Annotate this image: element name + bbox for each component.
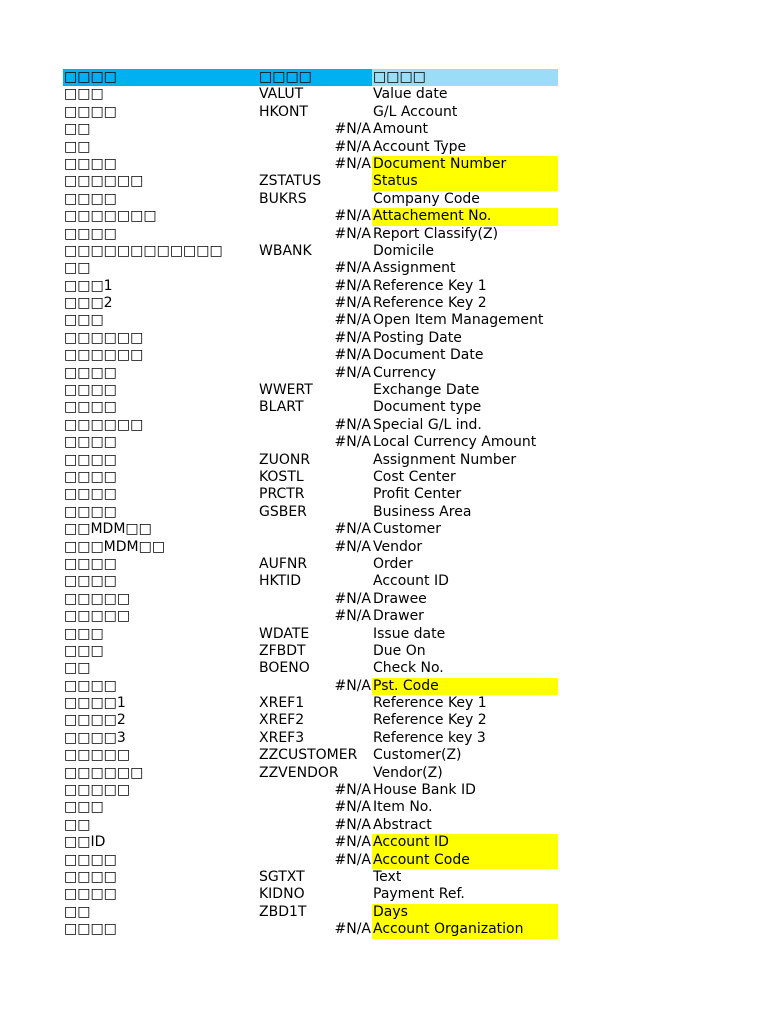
table-row [63,452,558,469]
field-code-text: AUFNR [259,555,308,572]
cell-english-name: Attachement No. [372,208,558,225]
cell-chinese-name: □□□2 [64,295,113,312]
cell-field-code [259,869,372,886]
cell-chinese-name: □□□□ [64,868,117,885]
cell-english-name: Account Code [372,852,558,869]
table-row [63,782,558,799]
cell-english-name: Reference Key 2 [373,295,487,312]
cell-english-name: Abstract [373,816,432,833]
header-cell-english-name: □□□□ [372,69,558,86]
field-code-text: WBANK [259,242,312,259]
cell-english-name: Report Classify(Z) [373,225,499,242]
cell-english-name: Profit Center [373,486,462,503]
cell-field-code [259,121,372,138]
cell-chinese-name: □□□□ [64,190,117,207]
field-code-text: HKTID [259,573,302,590]
cell-field-code [259,521,372,538]
table-row [63,86,558,103]
cell-chinese-name: □□□□ [64,225,117,242]
lookup-error-text: #N/A [334,277,371,294]
field-code-text: HKONT [259,103,308,120]
cell-chinese-name: □□□□ [64,555,117,572]
cell-field-code [259,312,372,329]
cell-field-code [259,452,372,469]
cell-field-code [259,799,372,816]
cell-field-code [259,747,372,764]
cell-chinese-name: □□□□ [64,399,117,416]
table-row [63,504,558,521]
cell-english-name: Assignment [373,260,456,277]
field-code-text: WDATE [259,625,310,642]
cell-english-name: Business Area [373,503,472,520]
table-row [63,295,558,312]
lookup-error-text: #N/A [334,121,371,138]
lookup-error-text: #N/A [334,590,371,607]
cell-field-code [259,226,372,243]
cell-field-code [259,347,372,364]
cell-field-code [259,156,372,173]
table-row [63,347,558,364]
field-code-text: BUKRS [259,190,307,207]
cell-english-name: Account Organization [372,921,558,938]
cell-english-name: Due On [373,642,426,659]
cell-chinese-name: □□□□ [64,486,117,503]
cell-english-name: Reference Key 1 [373,695,487,712]
field-code-text: BLART [259,399,304,416]
cell-english-name: Amount [373,121,429,138]
table-row [63,191,558,208]
cell-english-name: Document Date [373,347,484,364]
cell-english-name: Text [373,868,402,885]
cell-field-code [259,660,372,677]
cell-english-name: Company Code [373,190,480,207]
cell-chinese-name: □□□□ [64,921,117,938]
cell-english-name: Reference key 3 [373,729,486,746]
cell-english-name: Special G/L ind. [373,416,482,433]
cell-english-name: Posting Date [373,329,462,346]
table-row [63,869,558,886]
cell-field-code [259,730,372,747]
table-row [63,173,558,190]
cell-field-code [259,486,372,503]
table-row [63,626,558,643]
cell-chinese-name: □□□□ [64,155,117,172]
lookup-error-text: #N/A [334,208,371,225]
cell-english-name: Document type [373,399,482,416]
table-body [63,86,558,938]
field-code-text: KOSTL [259,468,304,485]
table-row [63,312,558,329]
cell-english-name: Account ID [372,834,558,851]
header-cell-field-code: □□□□ [259,69,372,86]
table-row [63,765,558,782]
cell-english-name: Reference Key 1 [373,277,487,294]
table-row [63,591,558,608]
cell-chinese-name: □□□1 [64,277,113,294]
field-code-text: ZSTATUS [259,173,322,190]
cell-field-code [259,191,372,208]
cell-chinese-name: □□MDM□□ [64,521,152,538]
field-code-text: KIDNO [259,886,305,903]
cell-field-code [259,852,372,869]
cell-field-code [259,208,372,225]
lookup-error-text: #N/A [334,921,371,938]
table-row [63,139,558,156]
cell-field-code [259,173,372,190]
cell-field-code [259,643,372,660]
cell-field-code [259,904,372,921]
cell-chinese-name: □□□□□□□□□□□□ [64,242,223,259]
table-row [63,365,558,382]
lookup-error-text: #N/A [334,295,371,312]
table-row [63,904,558,921]
cell-chinese-name: □□□□ [64,468,117,485]
cell-chinese-name: □□ [64,660,91,677]
cell-chinese-name: □□□□□ [64,590,131,607]
cell-field-code [259,417,372,434]
lookup-error-text: #N/A [334,347,371,364]
lookup-error-text: #N/A [334,434,371,451]
table-row [63,260,558,277]
cell-chinese-name: □□□MDM□□ [64,538,166,555]
cell-english-name: Drawer [373,608,424,625]
cell-english-name: House Bank ID [373,782,476,799]
cell-chinese-name: □□□□□□ [64,416,144,433]
cell-english-name: Assignment Number [373,451,517,468]
cell-field-code [259,695,372,712]
table-row [63,486,558,503]
cell-english-name: Vendor(Z) [373,764,443,781]
field-code-text: XREF2 [259,712,305,729]
lookup-error-text: #N/A [334,521,371,538]
cell-chinese-name: □□ [64,121,91,138]
table-row [63,730,558,747]
cell-english-name: Domicile [373,242,434,259]
cell-field-code [259,765,372,782]
cell-field-code [259,886,372,903]
table-row [63,921,558,938]
lookup-error-text: #N/A [334,538,371,555]
field-code-text: WWERT [259,382,313,399]
cell-english-name: Open Item Management [373,312,544,329]
lookup-error-text: #N/A [334,312,371,329]
cell-field-code [259,365,372,382]
cell-english-name: Reference Key 2 [373,712,487,729]
spreadsheet-table [63,69,558,939]
cell-field-code [259,782,372,799]
table-row [63,660,558,677]
cell-chinese-name: □□□□2 [64,712,126,729]
cell-chinese-name: □□□□□□ [64,329,144,346]
cell-english-name: Days [372,904,558,921]
table-row [63,678,558,695]
table-row [63,521,558,538]
cell-field-code [259,608,372,625]
lookup-error-text: #N/A [334,816,371,833]
cell-chinese-name: □□□□□ [64,782,131,799]
cell-field-code [259,678,372,695]
lookup-error-text: #N/A [334,260,371,277]
cell-english-name: Value date [373,86,448,103]
cell-field-code [259,573,372,590]
cell-chinese-name: □□□□ [64,364,117,381]
table-row [63,643,558,660]
cell-english-name: Drawee [373,590,427,607]
cell-english-name: Status [372,173,558,190]
table-row [63,399,558,416]
cell-chinese-name: □□□□□□ [64,347,144,364]
lookup-error-text: #N/A [334,138,371,155]
cell-chinese-name: □□□□ [64,851,117,868]
cell-english-name: Customer [373,521,442,538]
cell-english-name: G/L Account [373,103,458,120]
field-code-text: ZZVENDOR [259,764,339,781]
cell-field-code [259,921,372,938]
cell-field-code [259,243,372,260]
cell-field-code [259,382,372,399]
table-row [63,434,558,451]
cell-english-name: Document Number [372,156,558,173]
cell-english-name: Payment Ref. [373,886,465,903]
cell-chinese-name: □□□ [64,642,104,659]
cell-chinese-name: □□□□3 [64,729,126,746]
cell-chinese-name: □□□□□ [64,608,131,625]
table-row [63,695,558,712]
lookup-error-text: #N/A [334,364,371,381]
cell-field-code [259,434,372,451]
field-code-text: XREF1 [259,695,305,712]
cell-field-code [259,139,372,156]
header-cell-chinese-name: □□□□ [63,69,259,86]
table-row [63,104,558,121]
cell-field-code [259,330,372,347]
table-row [63,469,558,486]
lookup-error-text: #N/A [334,155,371,172]
cell-english-name: Exchange Date [373,382,480,399]
cell-chinese-name: □□□□ [64,503,117,520]
table-row [63,608,558,625]
field-code-text: VALUT [259,86,304,103]
field-code-text: XREF3 [259,729,305,746]
table-row [63,121,558,138]
cell-chinese-name: □□□□ [64,434,117,451]
table-row [63,573,558,590]
cell-chinese-name: □□□□ [64,451,117,468]
cell-english-name: Pst. Code [372,678,558,695]
cell-chinese-name: □□□ [64,86,104,103]
table-row [63,417,558,434]
cell-english-name: Order [373,555,413,572]
field-code-text: ZZCUSTOMER [259,747,358,764]
cell-chinese-name: □□□□ [64,382,117,399]
cell-field-code [259,104,372,121]
cell-chinese-name: □□□□□ [64,747,131,764]
cell-chinese-name: □□□□ [64,886,117,903]
field-code-text: SGTXT [259,868,305,885]
cell-chinese-name: □□□□□□□ [64,208,157,225]
cell-chinese-name: □□□□ [64,103,117,120]
cell-field-code [259,712,372,729]
table-row [63,817,558,834]
table-row [63,156,558,173]
table-row [63,712,558,729]
cell-english-name: Customer(Z) [373,747,462,764]
cell-field-code [259,469,372,486]
table-row [63,278,558,295]
cell-chinese-name: □□□ [64,625,104,642]
cell-english-name: Item No. [373,799,433,816]
table-row [63,382,558,399]
lookup-error-text: #N/A [334,677,371,694]
cell-field-code [259,278,372,295]
cell-english-name: Issue date [373,625,446,642]
cell-chinese-name: □□ [64,903,91,920]
cell-chinese-name: □□□□1 [64,695,126,712]
table-row [63,852,558,869]
cell-english-name: Cost Center [373,468,456,485]
cell-chinese-name: □□□ [64,312,104,329]
cell-english-name: Currency [373,364,437,381]
lookup-error-text: #N/A [334,799,371,816]
table-row [63,208,558,225]
table-row [63,556,558,573]
cell-chinese-name: □□□□□□ [64,764,144,781]
cell-field-code [259,817,372,834]
cell-chinese-name: □□ [64,816,91,833]
lookup-error-text: #N/A [334,851,371,868]
field-code-text: BOENO [259,660,310,677]
lookup-error-text: #N/A [334,416,371,433]
cell-chinese-name: □□□□ [64,677,117,694]
cell-field-code [259,834,372,851]
lookup-error-text: #N/A [334,782,371,799]
cell-field-code [259,260,372,277]
lookup-error-text: #N/A [334,834,371,851]
cell-field-code [259,626,372,643]
field-code-text: GSBER [259,503,307,520]
cell-english-name: Local Currency Amount [373,434,537,451]
table-row [63,799,558,816]
cell-chinese-name: □□□□ [64,573,117,590]
table-row [63,834,558,851]
lookup-error-text: #N/A [334,329,371,346]
cell-chinese-name: □□ [64,260,91,277]
cell-chinese-name: □□□ [64,799,104,816]
cell-english-name: Account ID [373,573,449,590]
cell-chinese-name: □□ [64,138,91,155]
cell-english-name: Account Type [373,138,467,155]
lookup-error-text: #N/A [334,608,371,625]
cell-field-code [259,504,372,521]
cell-field-code [259,399,372,416]
cell-field-code [259,295,372,312]
field-code-text: ZFBDT [259,642,306,659]
field-code-text: ZBD1T [259,903,307,920]
cell-chinese-name: □□□□□□ [64,173,144,190]
lookup-error-text: #N/A [334,225,371,242]
cell-field-code [259,86,372,103]
cell-english-name: Check No. [373,660,444,677]
table-row [63,243,558,260]
field-code-text: PRCTR [259,486,305,503]
table-row [63,886,558,903]
table-row [63,539,558,556]
cell-field-code [259,539,372,556]
cell-field-code [259,591,372,608]
table-row [63,226,558,243]
cell-english-name: Vendor [373,538,423,555]
cell-field-code [259,556,372,573]
header-row [63,69,558,86]
table-row [63,747,558,764]
table-row [63,330,558,347]
field-code-text: ZUONR [259,451,311,468]
cell-chinese-name: □□ID [64,834,106,851]
